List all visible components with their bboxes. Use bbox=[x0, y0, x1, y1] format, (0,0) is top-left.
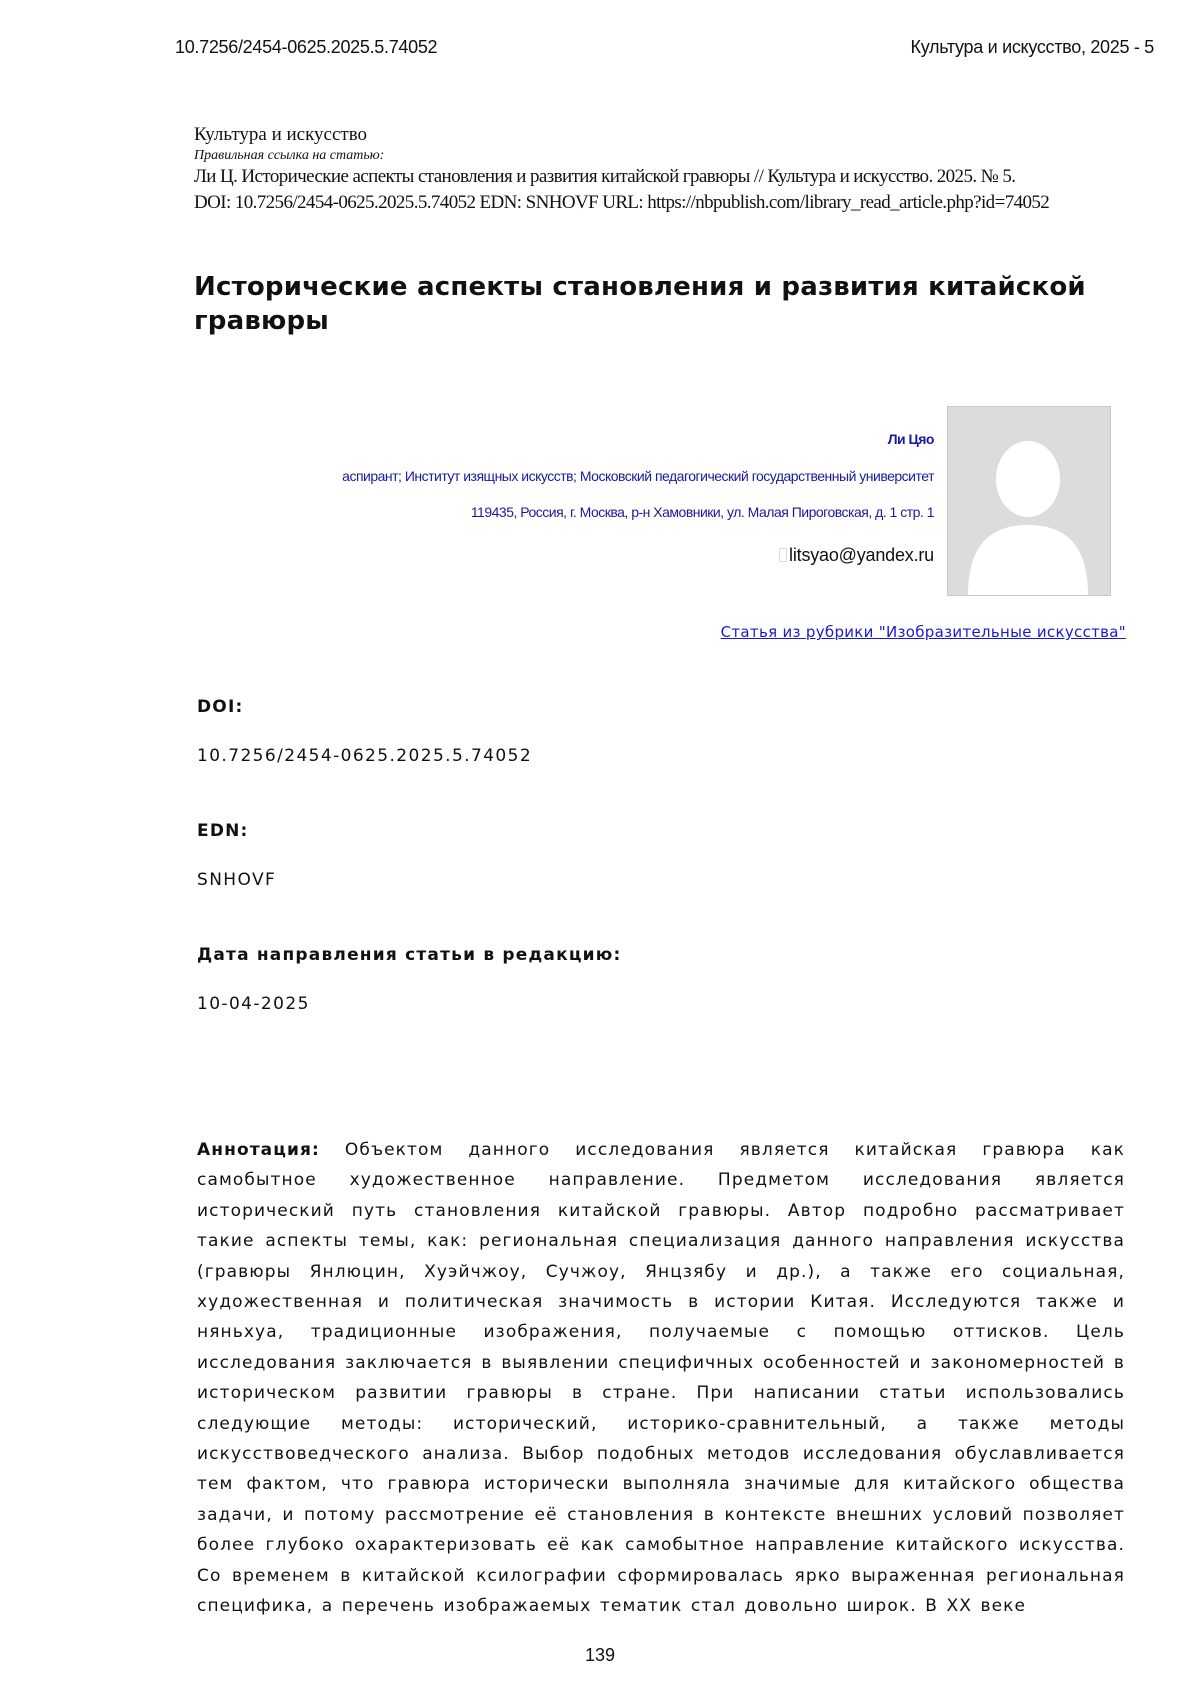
author-email[interactable] bbox=[779, 545, 934, 566]
abstract-label: Аннотация: bbox=[197, 1140, 320, 1160]
running-header-issue: Культура и искусство, 2025 - 5 bbox=[911, 37, 1154, 58]
abstract-text: Объектом данного исследования является китайская гравюра как самобытное художественное направление. Предметом исследования является исторический путь становления китайской гравюры. Автор подробно рассматривает такие аспекты темы, как: региональная специализация данного направления искусства (гравюры Янлюцин, Хуэйчжоу, Сучжоу, Янцзябу и др.), а также его социальная, художественная и политическая значимость в истории Китая. Исследуются также и няньхуа, традиционные изображения, получаемые с помощью оттисков. Цель исследования заключается в выявлении специфичных особенностей и закономерностей в историческом развитии гравюры в стране. При написании статьи использовались следующие методы: исторический, историко-сравнительный, а также методы искусствоведческого анализа. Выбор подобных методов исследования обуславливается тем фактом, что гравюра исторически выполняла значимые для китайского общества задачи, и потому рассмотрение её становления в контексте внешних условий позволяет более глубоко охарактеризовать её как самобытное направление китайского искусства. Со временем в китайской ксилографии сформировалась ярко выраженная региональная специфика, а перечень изображаемых тематик стал довольно широк. В XX веке bbox=[197, 1140, 1125, 1616]
edn-label: EDN: bbox=[197, 821, 249, 841]
author-email-text: litsyao@yandex.ru bbox=[789, 545, 934, 565]
author-address: 119435, Россия, г. Москва, р-н Хамовники, ул. Малая Пироговская, д. 1 стр. 1 bbox=[471, 504, 934, 520]
abstract bbox=[197, 1135, 1125, 1622]
citation-line-2: DOI: 10.7256/2454-0625.2025.5.74052 EDN: SNHOVF URL: https://nbpublish.com/library_read_article.php?id=74052 bbox=[194, 192, 1049, 214]
edn-value: SNHOVF bbox=[197, 870, 276, 890]
author-photo-placeholder bbox=[947, 406, 1111, 596]
submission-date-label: Дата направления статьи в редакцию: bbox=[197, 945, 621, 965]
citation-line-1: Ли Ц. Исторические аспекты становления и развития китайской гравюры // Культура и искусство. 2025. № 5. bbox=[194, 166, 1015, 188]
doi-label: DOI: bbox=[197, 697, 244, 717]
running-header-doi: 10.7256/2454-0625.2025.5.74052 bbox=[175, 37, 437, 58]
page-number: 139 bbox=[0, 1645, 1200, 1666]
rubric-link[interactable]: Статья из рубрики "Изобразительные искусства" bbox=[721, 623, 1126, 641]
submission-date-value: 10-04-2025 bbox=[197, 994, 310, 1014]
author-name[interactable]: Ли Цяо bbox=[888, 431, 934, 447]
author-affiliation: аспирант; Институт изящных искусств; Московский педагогический государственный университет bbox=[342, 468, 934, 484]
article-title: Исторические аспекты становления и развития китайской гравюры bbox=[194, 270, 1154, 338]
journal-name: Культура и искусство bbox=[194, 124, 367, 146]
doi-value: 10.7256/2454-0625.2025.5.74052 bbox=[197, 746, 532, 766]
citation-label: Правильная ссылка на статью: bbox=[194, 148, 384, 164]
email-icon bbox=[779, 548, 787, 562]
avatar-silhouette-icon bbox=[948, 407, 1110, 595]
